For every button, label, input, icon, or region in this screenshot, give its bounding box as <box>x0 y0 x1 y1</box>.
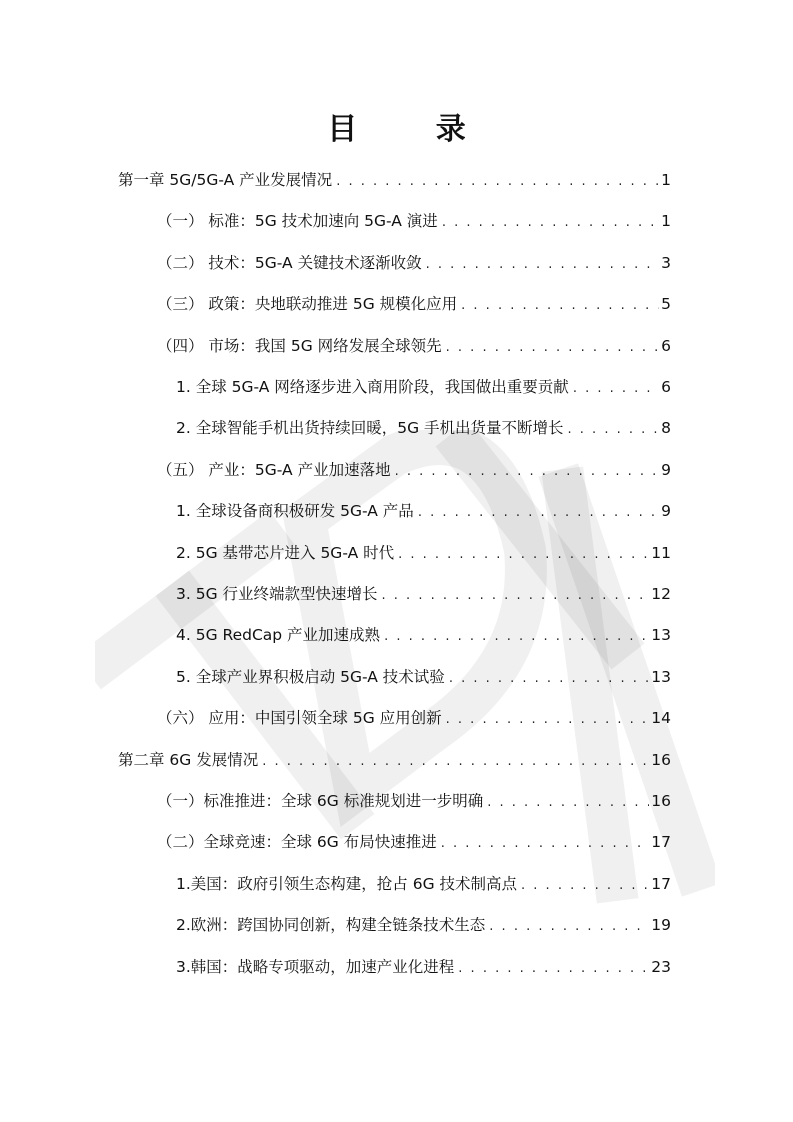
dot-leader <box>489 919 649 934</box>
toc-entry-title: 2. 5G 基带芯片进入 5G-A 时代 <box>176 543 395 562</box>
toc-page-number: 8 <box>661 419 671 438</box>
toc-page-number: 5 <box>661 295 671 314</box>
toc-entry[interactable] <box>176 623 671 655</box>
toc-entry-title: 3.韩国：战略专项驱动，加速产业化进程 <box>176 957 455 976</box>
toc-entry-title: 1. 全球 5G-A 网络逐步进入商用阶段，我国做出重要贡献 <box>176 378 569 396</box>
toc-entry-title: （六） 应用：中国引领全球 5G 应用创新 <box>157 709 442 728</box>
dot-leader <box>382 588 650 603</box>
toc-page-number: 16 <box>651 792 671 810</box>
dot-leader <box>568 422 660 437</box>
dot-leader <box>395 464 660 479</box>
dot-leader <box>384 629 649 644</box>
dot-leader <box>446 712 650 727</box>
toc-entry-title: 2.欧洲：跨国协同创新，构建全链条技术生态 <box>176 916 486 935</box>
toc-entry[interactable] <box>176 665 671 697</box>
dot-leader <box>398 547 649 562</box>
dot-leader <box>573 381 659 396</box>
toc-entry[interactable] <box>157 706 671 738</box>
toc-entry[interactable] <box>157 292 671 324</box>
toc-page-number: 12 <box>651 585 671 603</box>
toc-entry[interactable] <box>176 872 671 904</box>
toc-entry[interactable] <box>176 582 671 614</box>
toc-entry[interactable] <box>176 913 671 945</box>
dot-leader <box>262 754 649 769</box>
toc-page-number: 9 <box>661 502 671 521</box>
toc-page-number: 1 <box>661 171 671 189</box>
toc-entry-title: （四） 市场：我国 5G 网络发展全球领先 <box>157 336 442 355</box>
dot-leader <box>449 671 649 686</box>
toc-entry[interactable] <box>176 375 671 407</box>
toc-entry[interactable] <box>176 416 671 448</box>
toc-entry-title: 第二章 6G 发展情况 <box>118 750 259 769</box>
toc-page-number: 17 <box>651 874 671 893</box>
dot-leader <box>426 257 660 272</box>
toc-entry-title: 3. 5G 行业终端款型快速增长 <box>176 585 378 603</box>
toc-page-number: 23 <box>651 957 671 976</box>
toc-page-number: 13 <box>651 626 671 645</box>
toc-page-number: 17 <box>651 833 671 852</box>
toc-entry[interactable] <box>176 955 671 987</box>
dot-leader <box>487 795 649 810</box>
toc-entry-title: 2. 全球智能手机出货持续回暖，5G 手机出货量不断增长 <box>176 419 564 438</box>
toc-entry-title: 4. 5G RedCap 产业加速成熟 <box>176 626 381 645</box>
toc-page-number: 6 <box>661 378 671 396</box>
toc-page-number: 6 <box>661 336 671 355</box>
toc-entry[interactable] <box>176 499 671 531</box>
toc-page-number: 13 <box>651 667 671 686</box>
toc-page-number: 14 <box>651 709 671 728</box>
toc-entry[interactable] <box>176 541 671 573</box>
toc-entry-title: （三） 政策：央地联动推进 5G 规模化应用 <box>157 295 458 314</box>
toc-entry-title: （二）全球竞速：全球 6G 布局快速推进 <box>157 833 437 852</box>
toc-entry-title: （二） 技术：5G-A 关键技术逐渐收敛 <box>157 253 422 272</box>
toc-page-number: 3 <box>661 253 671 272</box>
dot-leader <box>446 340 659 355</box>
toc-entry-title: 5. 全球产业界积极启动 5G-A 技术试验 <box>176 667 445 686</box>
toc-entry-title: （一） 标准：5G 技术加速向 5G-A 演进 <box>157 212 438 231</box>
toc-page-number: 9 <box>661 460 671 479</box>
dot-leader <box>521 878 649 893</box>
dot-leader <box>336 174 659 189</box>
dot-leader <box>441 836 650 851</box>
dot-leader <box>461 298 659 313</box>
toc-entry[interactable] <box>157 458 671 490</box>
toc-page-number: 1 <box>661 212 671 231</box>
toc-entry[interactable] <box>157 251 671 283</box>
toc-entry-title: （一）标准推进：全球 6G 标准规划进一步明确 <box>157 792 484 810</box>
toc-entry-title: 第一章 5G/5G-A 产业发展情况 <box>118 171 333 189</box>
toc-page-number: 11 <box>651 543 671 562</box>
toc-title: 目 录 <box>327 112 500 147</box>
toc-entry[interactable] <box>157 334 671 366</box>
dot-leader <box>442 215 659 230</box>
toc-entry[interactable] <box>118 748 671 780</box>
toc-entry[interactable] <box>118 168 671 200</box>
toc-entry[interactable] <box>157 830 671 862</box>
dot-leader <box>458 961 649 976</box>
toc-entry[interactable] <box>157 789 671 821</box>
dot-leader <box>418 505 659 520</box>
toc-entry-title: （五） 产业：5G-A 产业加速落地 <box>157 460 391 479</box>
toc-page-number: 16 <box>651 750 671 769</box>
toc-entry-title: 1. 全球设备商积极研发 5G-A 产品 <box>176 502 414 521</box>
toc-page-number: 19 <box>651 916 671 935</box>
toc-entry[interactable] <box>157 209 671 241</box>
toc-entry-title: 1.美国：政府引领生态构建，抢占 6G 技术制高点 <box>176 874 518 893</box>
